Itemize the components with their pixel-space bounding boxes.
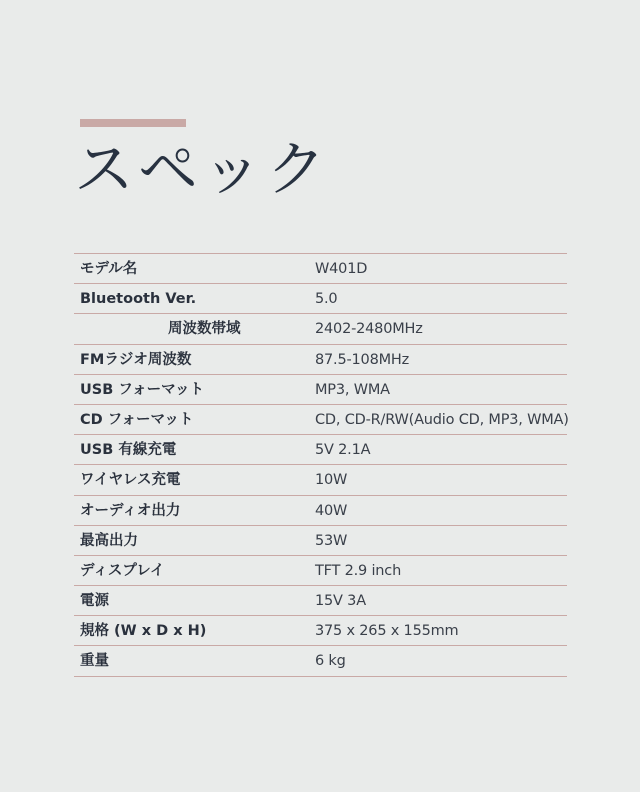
- spec-row-display: [74, 556, 567, 586]
- spec-value: 10W: [315, 472, 348, 489]
- spec-row-usb-charge: [74, 435, 567, 465]
- spec-label: ディスプレイ: [80, 562, 165, 579]
- spec-row-cd-format: [74, 405, 567, 435]
- spec-value: 53W: [315, 532, 348, 549]
- spec-row-weight: [74, 646, 567, 676]
- spec-label: Bluetooth Ver.: [80, 291, 197, 308]
- spec-row-power: [74, 586, 567, 616]
- spec-row-model: [74, 254, 567, 284]
- spec-value: TFT 2.9 inch: [315, 562, 402, 579]
- spec-label: CD フォーマット: [80, 411, 194, 428]
- spec-row-fm-radio: [74, 345, 567, 375]
- spec-label: 電源: [80, 593, 109, 610]
- spec-value: CD, CD-R/RW(Audio CD, MP3, WMA): [315, 411, 569, 428]
- spec-label: FMラジオ周波数: [80, 351, 192, 368]
- spec-value: W401D: [315, 261, 368, 277]
- spec-row-bluetooth: [74, 284, 567, 314]
- spec-value: 40W: [315, 502, 348, 519]
- spec-row-dimensions: [74, 616, 567, 646]
- spec-value: 5V 2.1A: [315, 442, 371, 459]
- spec-label: モデル名: [80, 261, 138, 277]
- spec-label: 規格 (W x D x H): [80, 623, 207, 640]
- spec-value: 375 x 265 x 155mm: [315, 623, 459, 640]
- spec-row-audio-output: [74, 496, 567, 526]
- spec-row-usb-format: [74, 375, 567, 405]
- spec-label: 最高出力: [80, 532, 138, 549]
- spec-label: オーディオ出力: [80, 502, 181, 519]
- spec-row-frequency-band: [74, 314, 567, 344]
- page-title: スペック: [74, 135, 330, 205]
- spec-table: [74, 253, 567, 677]
- title-accent-bar: [80, 119, 186, 127]
- spec-value: 5.0: [315, 291, 338, 308]
- spec-value: 6 kg: [315, 653, 346, 670]
- spec-value: 87.5-108MHz: [315, 351, 410, 368]
- spec-label: 周波数帯域: [168, 321, 241, 338]
- spec-value: MP3, WMA: [315, 381, 390, 398]
- spec-value: 15V 3A: [315, 593, 366, 610]
- spec-label: USB フォーマット: [80, 381, 205, 398]
- spec-row-max-output: [74, 526, 567, 556]
- spec-label: ワイヤレス充電: [80, 472, 181, 489]
- spec-value: 2402-2480MHz: [315, 321, 423, 338]
- spec-row-wireless-charge: [74, 465, 567, 495]
- spec-label: USB 有線充電: [80, 442, 177, 459]
- spec-label: 重量: [80, 653, 109, 670]
